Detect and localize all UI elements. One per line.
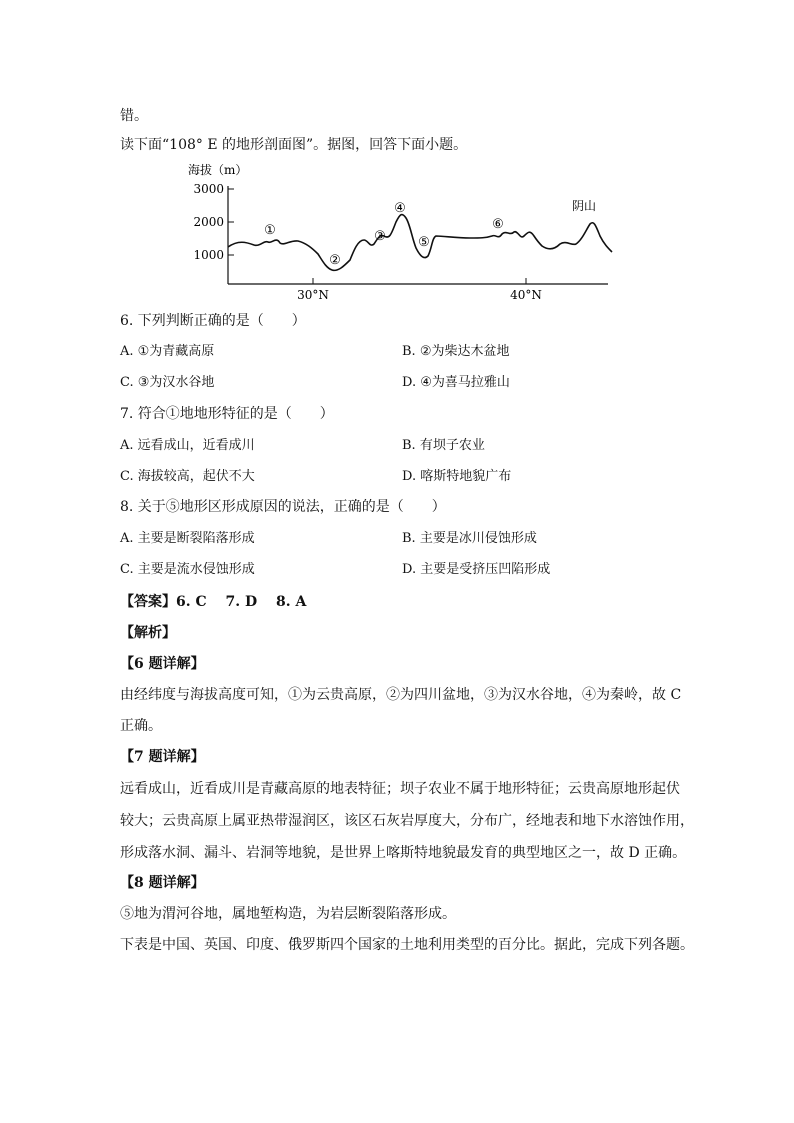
q7-option-c: C. 海拔较高，起伏不大 xyxy=(120,469,255,484)
q7-detail-line: 远看成山，近看成川是青藏高原的地表特征；坝子农业不属于地形特征；云贵高原地形起伏 xyxy=(120,781,680,797)
q6-detail-line: 由经纬度与海拔高度可知，①为云贵高原，②为四川盆地，③为汉水谷地，④为秦岭，故 C xyxy=(120,687,682,703)
analysis-header: 【解析】 xyxy=(120,625,176,641)
label-6: ⑥ xyxy=(492,217,504,232)
q6-detail-header: 【6 题详解】 xyxy=(120,656,205,672)
label-3: ③ xyxy=(374,229,386,244)
y-axis-label: 海拔（m） xyxy=(188,163,248,177)
top-fragment: 错。 xyxy=(120,108,148,124)
label-1: ① xyxy=(264,223,276,238)
q7-detail-line: 较大；云贵高原上属亚热带湿润区，该区石灰岩厚度大，分布广，经地表和地下水溶蚀作用， xyxy=(120,813,694,829)
q7-detail-line: 形成落水洞、漏斗、岩洞等地貌，是世界上喀斯特地貌最发育的典型地区之一，故 D 正确。 xyxy=(120,845,687,861)
q7-option-a: A. 远看成山，近看成川 xyxy=(120,438,255,453)
q8-detail-header: 【8 题详解】 xyxy=(120,875,205,891)
q8-option-b: B. 主要是冰川侵蚀形成 xyxy=(402,531,537,546)
y-tick-label: 2000 xyxy=(193,215,224,229)
y-tick-label: 3000 xyxy=(193,182,224,196)
q7-option-b: B. 有坝子农业 xyxy=(402,438,485,453)
next-question-intro: 下表是中国、英国、印度、俄罗斯四个国家的土地利用类型的百分比。据此，完成下列各题。 xyxy=(120,937,694,953)
x-tick-label: 30°N xyxy=(297,288,329,302)
question-intro: 读下面“108° E 的地形剖面图”。据图，回答下面小题。 xyxy=(120,137,468,153)
terrain-profile-chart xyxy=(180,158,620,303)
label-yinshan: 阴山 xyxy=(572,199,597,213)
x-tick-label: 40°N xyxy=(510,288,542,302)
q8-option-d: D. 主要是受挤压凹陷形成 xyxy=(402,562,551,577)
q6-detail-line: 正确。 xyxy=(120,718,162,734)
label-5: ⑤ xyxy=(418,235,430,250)
y-tick-label: 1000 xyxy=(193,248,224,262)
q6-stem: 6. 下列判断正确的是（ ） xyxy=(120,313,306,329)
label-4: ④ xyxy=(394,201,406,216)
q7-detail-header: 【7 题详解】 xyxy=(120,749,205,765)
q8-stem: 8. 关于⑤地形区形成原因的说法，正确的是（ ） xyxy=(120,499,446,515)
q6-option-d: D. ④为喜马拉雅山 xyxy=(402,375,510,390)
q7-option-d: D. 喀斯特地貌广布 xyxy=(402,469,512,484)
answer-line: 【答案】6. C 7. D 8. A xyxy=(120,594,307,610)
q8-option-a: A. 主要是断裂陷落形成 xyxy=(120,531,255,546)
label-2: ② xyxy=(329,253,341,268)
q6-option-b: B. ②为柴达木盆地 xyxy=(402,344,510,359)
q8-detail-line: ⑤地为渭河谷地，属地堑构造，为岩层断裂陷落形成。 xyxy=(120,906,456,922)
q8-option-c: C. 主要是流水侵蚀形成 xyxy=(120,562,255,577)
q6-option-c: C. ③为汉水谷地 xyxy=(120,375,215,390)
q6-option-a: A. ①为青藏高原 xyxy=(120,344,215,359)
q7-stem: 7. 符合①地地形特征的是（ ） xyxy=(120,406,334,422)
